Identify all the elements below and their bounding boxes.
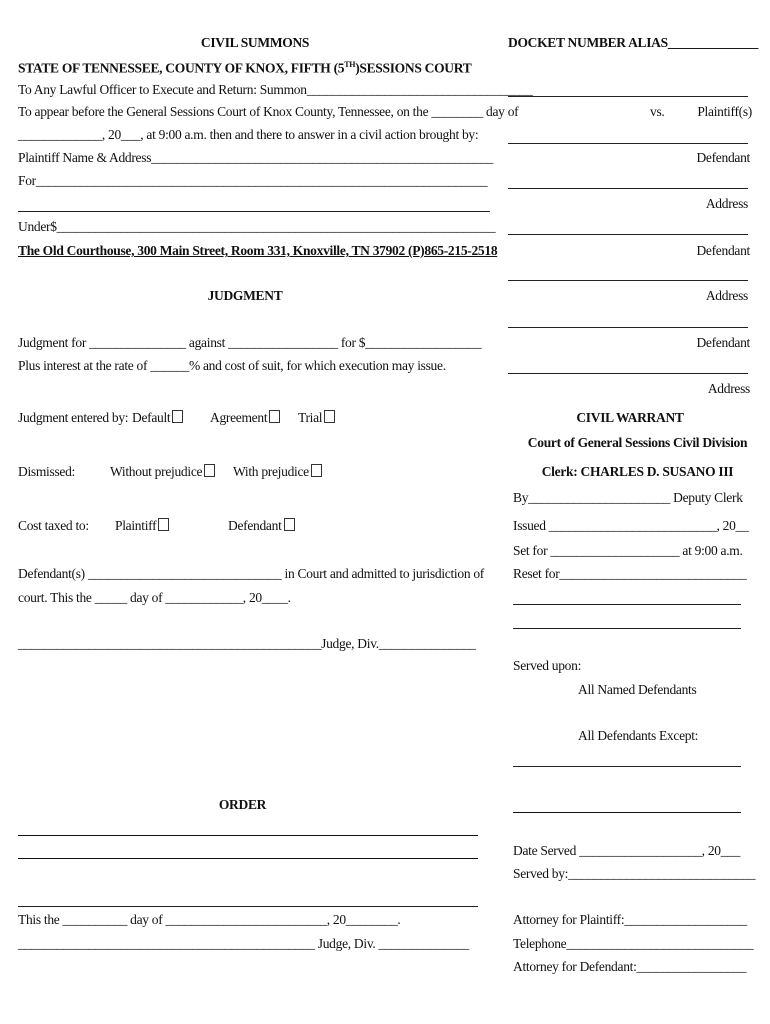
cost-defendant-label: Defendant	[228, 518, 282, 533]
served-by-line: Served by:_____________________________	[513, 866, 756, 881]
order-line	[18, 835, 478, 836]
cost-plaintiff-option[interactable]	[115, 518, 169, 534]
court-date-line: court. This the _____ day of ____________, 20____.	[18, 590, 291, 605]
issued-line: Issued __________________________, 20__	[513, 518, 749, 533]
plaintiffs-label: Plaintiff(s)	[697, 104, 752, 119]
with-prejudice-checkbox[interactable]	[311, 464, 322, 477]
address-label: Address	[707, 381, 750, 396]
telephone-line: Telephone_____________________________	[513, 936, 754, 951]
party-line	[508, 373, 748, 374]
party-line	[508, 327, 748, 328]
deputy-clerk-line: By______________________ Deputy Clerk	[513, 490, 743, 505]
order-heading: ORDER	[218, 797, 267, 812]
docket-number-label: DOCKET NUMBER ALIAS______________	[508, 35, 759, 50]
reset-line	[513, 604, 741, 605]
judge-line: _______________________________________________Judge, Div._______________	[18, 636, 476, 651]
court-heading-sup: TH	[344, 60, 356, 69]
judgment-entered-label: Judgment entered by:	[18, 410, 129, 425]
agreement-label: Agreement	[210, 410, 268, 425]
agreement-option[interactable]	[210, 410, 280, 426]
attorney-defendant-line: Attorney for Defendant:_________________	[513, 959, 747, 974]
defendant-label: Defendant	[696, 243, 750, 258]
under-field: Under$____________________________________________________________________	[18, 219, 496, 234]
defendants-line: Defendant(s) ______________________________ in Court and admitted to jurisdiction of	[18, 566, 484, 581]
summons-title: CIVIL SUMMONS	[200, 35, 310, 50]
all-named-defendants: All Named Defendants	[578, 682, 697, 697]
with-prejudice-label: With prejudice	[233, 464, 309, 479]
defendant-label: Defendant	[696, 150, 750, 165]
address-label: Address	[705, 288, 748, 303]
warrant-clerk: Clerk: CHARLES D. SUSANO III	[541, 464, 734, 479]
attorney-plaintiff-line: Attorney for Plaintiff:___________________	[513, 912, 747, 927]
date-served-line: Date Served ___________________, 20___	[513, 843, 741, 858]
order-date-line: This the __________ day of _________________________, 20________.	[18, 912, 401, 927]
interest-line: Plus interest at the rate of ______% and cost of suit, for which execution may issue.	[18, 358, 446, 373]
except-line	[513, 812, 741, 813]
court-heading-pre: STATE OF TENNESSEE, COUNTY OF KNOX, FIFTH (5	[18, 60, 345, 76]
address-label: Address	[705, 196, 748, 211]
all-defendants-except: All Defendants Except:	[578, 728, 699, 743]
vs-label: vs.	[650, 104, 665, 119]
reset-for-line: Reset for_____________________________	[513, 566, 747, 581]
judgment-for-line: Judgment for _______________ against _________________ for $__________________	[18, 335, 482, 350]
without-prejudice-option[interactable]	[110, 464, 215, 480]
order-line	[18, 858, 478, 859]
court-heading-post: )SESSIONS COURT	[355, 60, 472, 76]
served-upon-label: Served upon:	[513, 658, 582, 673]
cost-defendant-option[interactable]	[228, 518, 295, 534]
with-prejudice-option[interactable]	[233, 464, 322, 480]
cost-taxed-label: Cost taxed to:	[18, 518, 89, 533]
default-option[interactable]	[132, 410, 183, 426]
party-line	[508, 280, 748, 281]
set-for-line: Set for ____________________ at 9:00 a.m.	[513, 543, 743, 558]
cost-plaintiff-label: Plaintiff	[115, 518, 157, 533]
order-line	[18, 906, 478, 907]
dismissed-label: Dismissed:	[18, 464, 76, 479]
courthouse-address: The Old Courthouse, 300 Main Street, Room 331, Knoxville, TN 37902 (P)865-215-2518	[18, 243, 498, 258]
party-line	[508, 188, 748, 189]
warrant-court: Court of General Sessions Civil Division	[527, 435, 748, 450]
summon-line: To Any Lawful Officer to Execute and Return: Summon___________________________________	[18, 82, 533, 97]
trial-option[interactable]	[298, 410, 335, 426]
blank-line	[18, 211, 490, 212]
plaintiff-name-field: Plaintiff Name & Address_____________________________________________________	[18, 150, 494, 165]
without-prejudice-label: Without prejudice	[110, 464, 203, 479]
default-label: Default	[132, 410, 171, 425]
defendant-label: Defendant	[696, 335, 750, 350]
date-line: _____________, 20___, at 9:00 a.m. then and there to answer in a civil action brought by:	[18, 127, 479, 142]
except-line	[513, 766, 741, 767]
party-line	[508, 234, 748, 235]
default-checkbox[interactable]	[172, 410, 183, 423]
appear-line: To appear before the General Sessions Court of Knox County, Tennessee, on the ________ day of	[18, 104, 519, 119]
order-judge-line: ______________________________________________ Judge, Div. ______________	[18, 936, 469, 951]
reset-line	[513, 628, 741, 629]
agreement-checkbox[interactable]	[269, 410, 280, 423]
warrant-title: CIVIL WARRANT	[576, 410, 684, 425]
court-heading	[18, 57, 471, 77]
cost-defendant-checkbox[interactable]	[284, 518, 295, 531]
party-line	[508, 143, 748, 144]
for-field: For______________________________________________________________________	[18, 173, 488, 188]
plaintiff-line	[508, 96, 748, 97]
trial-label: Trial	[298, 410, 323, 425]
trial-checkbox[interactable]	[324, 410, 335, 423]
cost-plaintiff-checkbox[interactable]	[158, 518, 169, 531]
judgment-heading: JUDGMENT	[207, 288, 283, 303]
without-prejudice-checkbox[interactable]	[204, 464, 215, 477]
